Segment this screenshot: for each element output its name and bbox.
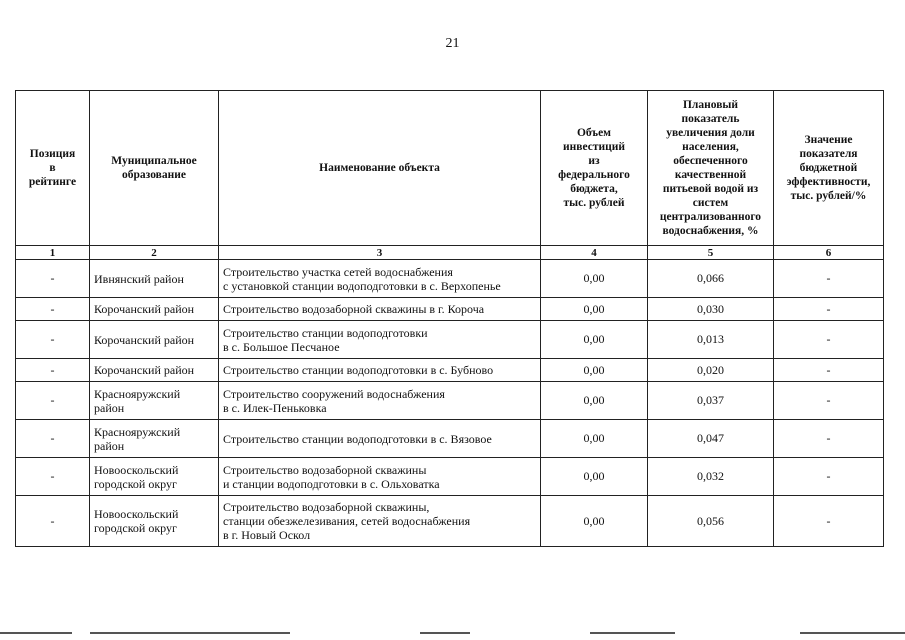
header-line: в [49, 162, 56, 174]
efficiency-cell: - [774, 496, 884, 547]
municipality-cell [90, 298, 219, 321]
header-line: водоснабжения, % [662, 225, 759, 237]
municipality-line: район [94, 438, 125, 453]
object-name-cell [219, 359, 541, 382]
federal-investment-cell: 0,00 [541, 496, 648, 547]
efficiency-cell: - [774, 420, 884, 458]
municipality-line: Новооскольский [94, 462, 179, 477]
municipality-cell [90, 382, 219, 420]
planned-indicator-cell: 0,056 [648, 496, 774, 547]
object-name-cell [219, 458, 541, 496]
column-number: 1 [16, 246, 90, 260]
table-row [16, 359, 884, 382]
municipality-line: городской округ [94, 476, 177, 491]
object-name-line: с установкой станции водоподготовки в с. Верхопенье [223, 278, 501, 293]
federal-investment-cell: 0,00 [541, 260, 648, 298]
object-name-line: Строительство участка сетей водоснабжения [223, 264, 453, 279]
header-line: населения, [682, 141, 739, 153]
header-planned-indicator [648, 91, 774, 246]
municipality-line: Корочанский район [94, 332, 195, 347]
position-cell: - [16, 496, 90, 547]
table-row [16, 458, 884, 496]
object-name-line: станции обезжелезивания, сетей водоснабжения [223, 514, 471, 528]
header-line: качественной [674, 169, 747, 181]
federal-investment-cell: 0,00 [541, 420, 648, 458]
municipality-cell [90, 420, 219, 458]
header-line: увеличения доли [666, 127, 755, 139]
header-line: федерального [558, 169, 630, 181]
object-name-cell [219, 496, 541, 547]
footer-rule [90, 632, 290, 634]
table-row [16, 321, 884, 359]
table-row [16, 260, 884, 298]
header-line: образование [122, 169, 186, 181]
table-row [16, 298, 884, 321]
object-name-cell [219, 420, 541, 458]
header-line: тыс. рублей/% [790, 190, 867, 202]
planned-indicator-cell: 0,013 [648, 321, 774, 359]
object-name-line: Строительство станции водоподготовки в с. Бубново [223, 363, 494, 377]
object-name-cell [219, 321, 541, 359]
object-name-line: Строительство станции водоподготовки в с. Вязовое [223, 431, 492, 446]
object-name-line: Строительство водозаборной скважины, [223, 500, 430, 514]
header-line: из [588, 155, 600, 167]
column-number-row [16, 246, 884, 260]
footer-rule [800, 632, 905, 634]
footer-rule [0, 632, 72, 634]
object-name-line: Строительство водозаборной скважины в г. Короча [223, 302, 485, 316]
header-line: инвестиций [563, 141, 625, 153]
object-name-cell [219, 298, 541, 321]
planned-indicator-cell: 0,066 [648, 260, 774, 298]
object-name-line: и станции водоподготовки в с. Ольховатка [223, 476, 440, 491]
header-line: показатель [681, 113, 740, 125]
header-line: Значение [804, 134, 853, 146]
header-line: систем [692, 197, 729, 209]
object-name-cell [219, 260, 541, 298]
header-line: рейтинге [28, 176, 77, 188]
municipality-line: Краснояружский [94, 424, 181, 439]
object-name-line: Строительство водозаборной скважины [223, 462, 427, 477]
header-line: бюджетной [799, 162, 858, 174]
page-number: 21 [445, 36, 460, 51]
header-line: питьевой водой из [662, 183, 759, 195]
object-name-line: в г. Новый Оскол [223, 528, 311, 542]
column-number: 2 [90, 246, 219, 260]
header-line: Плановый [682, 99, 739, 111]
federal-investment-cell: 0,00 [541, 359, 648, 382]
column-number: 6 [774, 246, 884, 260]
header-efficiency [774, 91, 884, 246]
column-number: 3 [219, 246, 541, 260]
object-name-line: Строительство станции водоподготовки [223, 325, 428, 340]
table-row [16, 382, 884, 420]
federal-investment-cell: 0,00 [541, 382, 648, 420]
column-number: 4 [541, 246, 648, 260]
header-line: Наименование объекта [319, 162, 440, 174]
efficiency-cell: - [774, 321, 884, 359]
federal-investment-cell: 0,00 [541, 321, 648, 359]
header-municipality [90, 91, 219, 246]
header-line: показателя [799, 148, 858, 160]
municipality-line: Корочанский район [94, 363, 195, 377]
municipality-cell [90, 260, 219, 298]
position-cell: - [16, 458, 90, 496]
efficiency-cell: - [774, 359, 884, 382]
table-row [16, 496, 884, 547]
object-name-line: в с. Илек-Пеньковка [223, 400, 327, 415]
efficiency-cell: - [774, 260, 884, 298]
table-body [16, 260, 884, 547]
header-line: обеспеченного [673, 155, 748, 167]
municipality-line: городской округ [94, 521, 177, 535]
header-line: эффективности, [786, 176, 871, 188]
efficiency-cell: - [774, 298, 884, 321]
object-name-line: Строительство сооружений водоснабжения [223, 386, 445, 401]
position-cell: - [16, 321, 90, 359]
footer-rule [420, 632, 470, 634]
planned-indicator-cell: 0,020 [648, 359, 774, 382]
municipality-cell [90, 321, 219, 359]
footer-rule [590, 632, 675, 634]
position-cell: - [16, 298, 90, 321]
header-line: тыс. рублей [563, 197, 625, 209]
column-number: 5 [648, 246, 774, 260]
municipality-line: Новооскольский [94, 507, 179, 521]
header-position [16, 91, 90, 246]
efficiency-cell: - [774, 458, 884, 496]
municipality-line: Краснояружский [94, 386, 181, 401]
header-line: бюджета, [570, 183, 618, 195]
object-name-line: в с. Большое Песчаное [223, 339, 340, 354]
position-cell: - [16, 359, 90, 382]
planned-indicator-cell: 0,032 [648, 458, 774, 496]
table-row [16, 420, 884, 458]
object-name-cell [219, 382, 541, 420]
header-federal-investment [541, 91, 648, 246]
municipality-line: Корочанский район [94, 302, 195, 316]
municipality-line: Ивнянский район [94, 271, 184, 286]
federal-investment-cell: 0,00 [541, 298, 648, 321]
header-line: централизованного [659, 211, 762, 223]
header-row [16, 91, 884, 246]
municipality-cell [90, 458, 219, 496]
federal-investment-cell: 0,00 [541, 458, 648, 496]
municipality-cell [90, 496, 219, 547]
municipality-cell [90, 359, 219, 382]
efficiency-cell: - [774, 382, 884, 420]
header-line: Позиция [29, 148, 76, 160]
position-cell: - [16, 260, 90, 298]
investment-table [15, 90, 884, 547]
position-cell: - [16, 420, 90, 458]
position-cell: - [16, 382, 90, 420]
header-object-name [219, 91, 541, 246]
planned-indicator-cell: 0,047 [648, 420, 774, 458]
planned-indicator-cell: 0,037 [648, 382, 774, 420]
header-line: Муниципальное [111, 155, 197, 167]
municipality-line: район [94, 400, 125, 415]
planned-indicator-cell: 0,030 [648, 298, 774, 321]
header-line: Объем [576, 127, 612, 139]
